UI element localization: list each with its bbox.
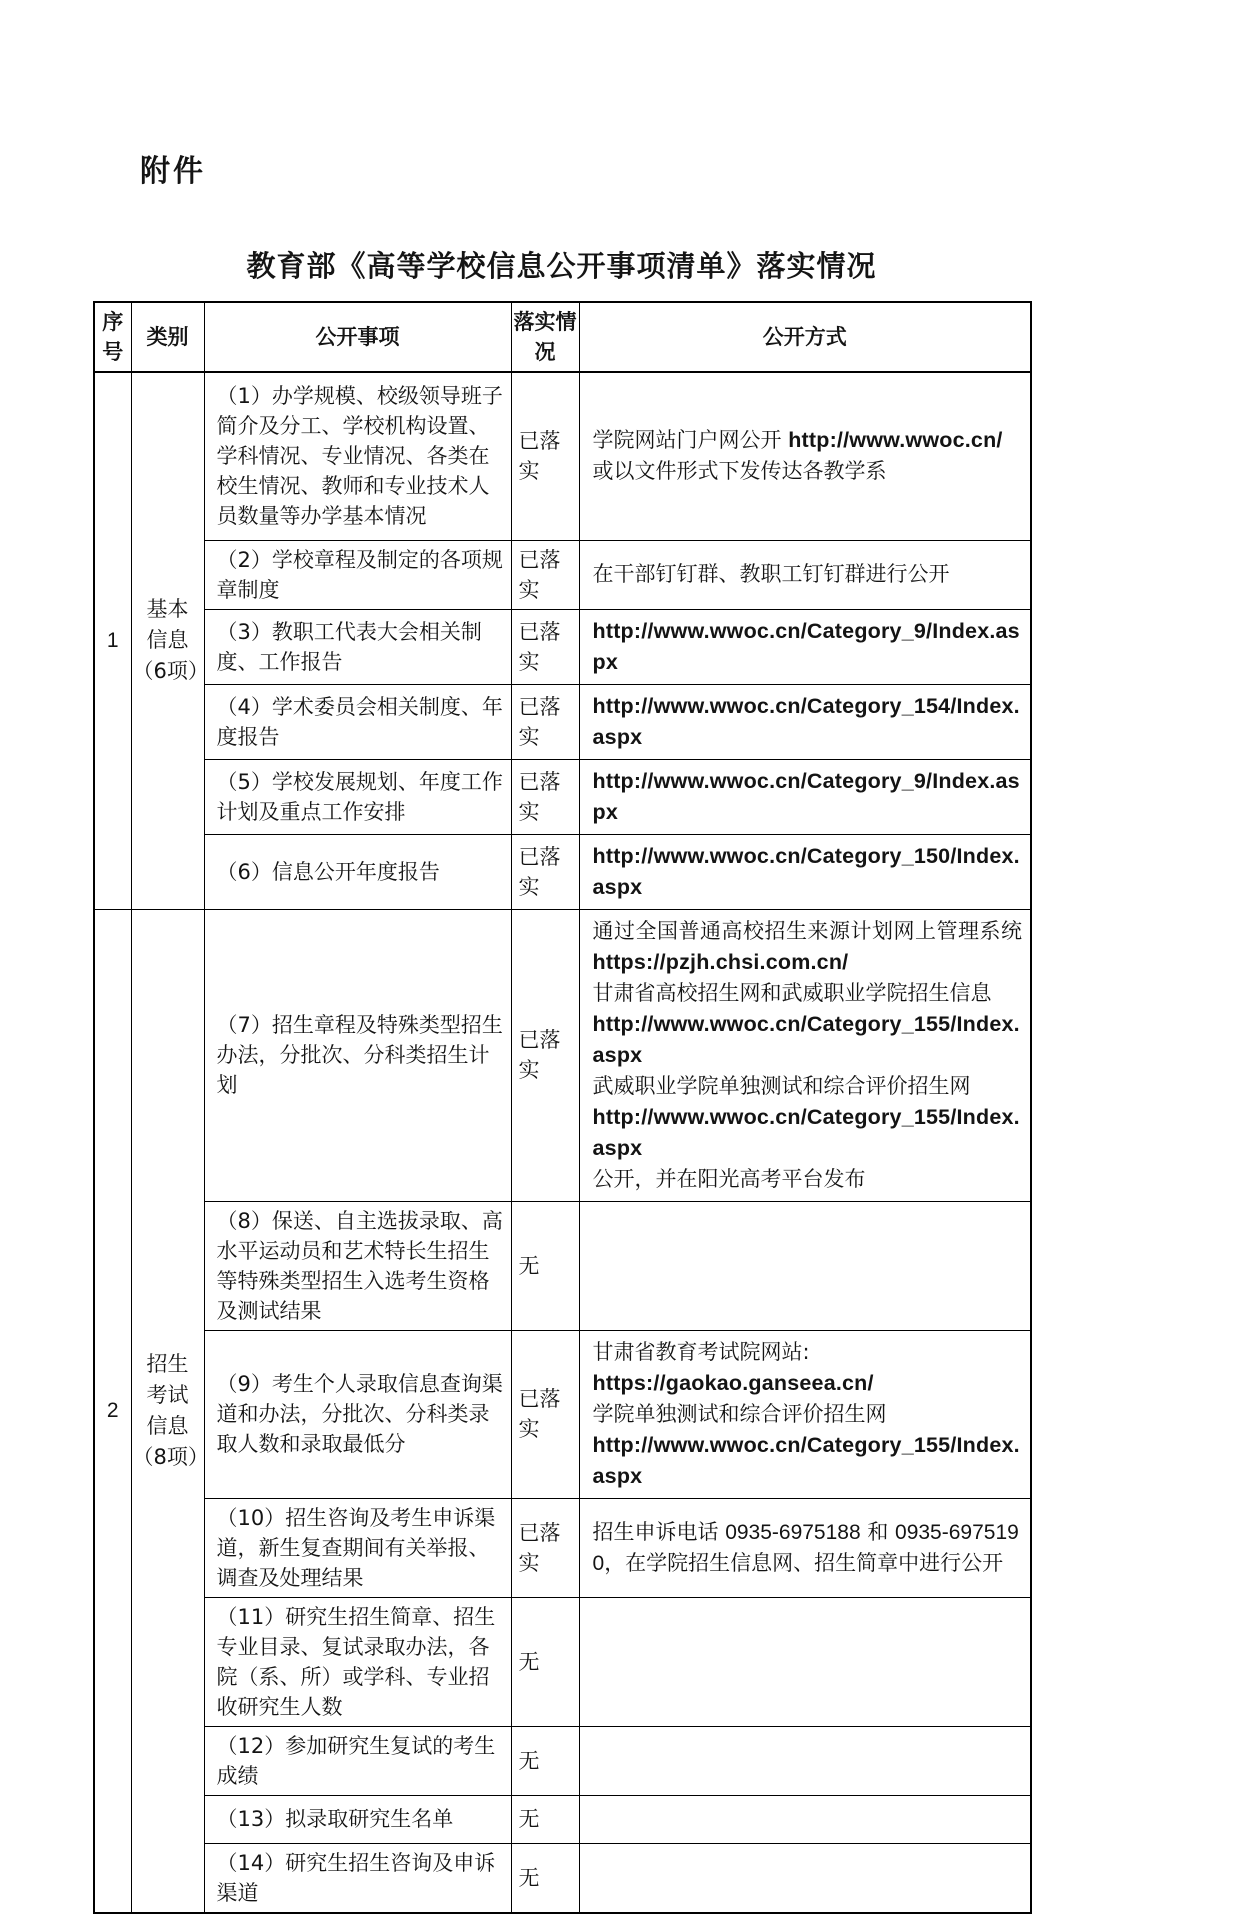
text-segment: 招生申诉电话 [592,1519,726,1544]
text-line: 基本 [146,597,189,622]
text-segment: 武威职业学院单独测试和综合评价招生网 [592,1073,971,1098]
text-line [593,1102,1023,1164]
status-cell: 已落实 [511,540,579,609]
text-segment: 甘肃省高校招生网和武威职业学院招生信息 [592,980,992,1005]
text-line [593,1009,1023,1071]
table-row [94,1498,1031,1597]
method-cell [579,909,1031,1201]
text-line [593,841,1023,903]
table-row [94,372,1031,540]
text-line [593,1517,1023,1579]
url-text: http://www.wwoc.cn/Category_9/Index.aspx [592,618,1020,674]
text-line [593,978,1023,1009]
table-row [94,540,1031,609]
text-line [593,1368,1023,1399]
table-row [94,1726,1031,1795]
text-line [593,425,1023,456]
status-cell: 已落实 [511,1498,579,1597]
url-text: http://www.wwoc.cn/ [788,428,1003,453]
table-row [94,1330,1031,1498]
text-line [593,616,1023,678]
text-segment: 学院单独测试和综合评价招生网 [592,1401,887,1426]
section-number-cell: 2 [94,909,131,1913]
status-cell: 已落实 [511,1330,579,1498]
item-cell: （8）保送、自主选拔录取、高水平运动员和艺术特长生招生等特殊类型招生入选考生资格及测试结果 [204,1201,511,1330]
method-cell [579,1330,1031,1498]
url-text: http://www.wwoc.cn/Category_9/Index.aspx [592,768,1020,824]
item-cell: （6）信息公开年度报告 [204,834,511,909]
url-text: https://gaokao.ganseea.cn/ [592,1370,874,1395]
item-cell: （13）拟录取研究生名单 [204,1795,511,1843]
method-cell [579,372,1031,540]
url-text: http://www.wwoc.cn/Category_155/Index.aspx [592,1011,1020,1067]
method-cell [579,1597,1031,1726]
section-number-cell: 1 [94,372,131,909]
category-cell [131,909,209,1913]
table-row [94,909,1031,1201]
method-cell [579,1843,1031,1913]
text-segment: 0935-6975190 [592,1520,1019,1575]
item-cell: （1）办学规模、校级领导班子简介及分工、学校机构设置、学科情况、专业情况、各类在校生情况、教师和专业技术人员数量等办学基本情况 [204,372,511,540]
item-cell: （2）学校章程及制定的各项规章制度 [204,540,511,609]
table-row [94,684,1031,759]
status-cell: 已落实 [511,909,579,1201]
item-cell: （3）教职工代表大会相关制度、工作报告 [204,609,511,684]
item-cell: （4）学术委员会相关制度、年度报告 [204,684,511,759]
text-line: （8项） [132,1444,209,1469]
status-cell: 无 [511,1795,579,1843]
method-cell [579,1795,1031,1843]
text-segment: 和 [860,1519,896,1544]
header-method: 公开方式 [579,302,1031,372]
status-cell: 已落实 [511,372,579,540]
method-cell [579,609,1031,684]
url-text: https://pzjh.chsi.com.cn/ [592,949,849,974]
item-cell: （14）研究生招生咨询及申诉渠道 [204,1843,511,1913]
text-segment: 学院网站门户网公开 [592,428,789,453]
method-cell [579,759,1031,834]
table-row [94,759,1031,834]
page-title: 教育部《高等学校信息公开事项清单》落实情况 [246,249,877,283]
text-segment: 甘肃省教育考试院网站: [592,1339,810,1364]
header-no: 序号 [94,302,131,372]
item-cell: （10）招生咨询及考生申诉渠道，新生复查期间有关举报、调查及处理结果 [204,1498,511,1597]
item-cell: （7）招生章程及特殊类型招生办法，分批次、分科类招生计划 [204,909,511,1201]
method-cell [579,1201,1031,1330]
item-cell: （11）研究生招生简章、招生专业目录、复试录取办法，各院（系、所）或学科、专业招收研究生人数 [204,1597,511,1726]
method-cell [579,1726,1031,1795]
status-cell: 已落实 [511,834,579,909]
text-line [593,1164,1023,1195]
header-item: 公开事项 [204,302,511,372]
table-header-row [94,302,1031,372]
status-cell: 无 [511,1843,579,1913]
item-cell: （5）学校发展规划、年度工作计划及重点工作安排 [204,759,511,834]
page [93,0,1030,1914]
url-text: http://www.wwoc.cn/Category_155/Index.aspx [592,1432,1020,1488]
table-row [94,609,1031,684]
table-row [94,1201,1031,1330]
disclosure-table [93,301,1032,1914]
text-line [593,1071,1023,1102]
status-cell: 无 [511,1597,579,1726]
status-cell: 已落实 [511,609,579,684]
text-line: 信息 [146,1413,189,1438]
attachment-label: 附件 [140,154,206,189]
text-line: 信息 [146,628,189,653]
method-cell [579,684,1031,759]
text-line [593,691,1023,753]
text-line [593,456,1023,487]
text-line [593,559,1023,590]
url-text: http://www.wwoc.cn/Category_154/Index.aspx [592,693,1020,749]
url-text: http://www.wwoc.cn/Category_155/Index.aspx [592,1104,1020,1160]
status-cell: 已落实 [511,684,579,759]
item-cell: （9）考生个人录取信息查询渠道和办法，分批次、分科类录取人数和录取最低分 [204,1330,511,1498]
text-line [593,947,1023,978]
text-line [593,766,1023,828]
method-cell [579,1498,1031,1597]
text-line [593,1399,1023,1430]
text-segment: 公开，并在阳光高考平台发布 [592,1166,866,1191]
table-row [94,1843,1031,1913]
status-cell: 无 [511,1201,579,1330]
method-cell [579,834,1031,909]
text-line [593,916,1023,947]
text-line: （6项） [132,659,209,684]
table-row [94,1597,1031,1726]
text-segment: 或以文件形式下发传达各教学系 [592,459,887,484]
table-row [94,1795,1031,1843]
text-line [593,1337,1023,1368]
text-segment: ，在学院招生信息网、招生简章中进行公开 [604,1550,1004,1575]
header-status: 落实情况 [511,302,579,372]
header-category: 类别 [131,302,204,372]
url-text: http://www.wwoc.cn/Category_150/Index.aspx [592,843,1020,899]
text-line: 招生 [146,1351,189,1376]
text-segment: 通过全国普通高校招生来源计划网上管理系统 [592,918,1022,943]
text-segment: 在干部钉钉群、教职工钉钉群进行公开 [592,562,950,586]
category-cell [131,372,209,909]
text-line [593,1430,1023,1492]
table-row [94,834,1031,909]
status-cell: 已落实 [511,759,579,834]
status-cell: 无 [511,1726,579,1795]
method-cell [579,540,1031,609]
text-segment: 0935-6975188 [725,1520,861,1544]
item-cell: （12）参加研究生复试的考生成绩 [204,1726,511,1795]
text-line: 考试 [146,1382,189,1407]
